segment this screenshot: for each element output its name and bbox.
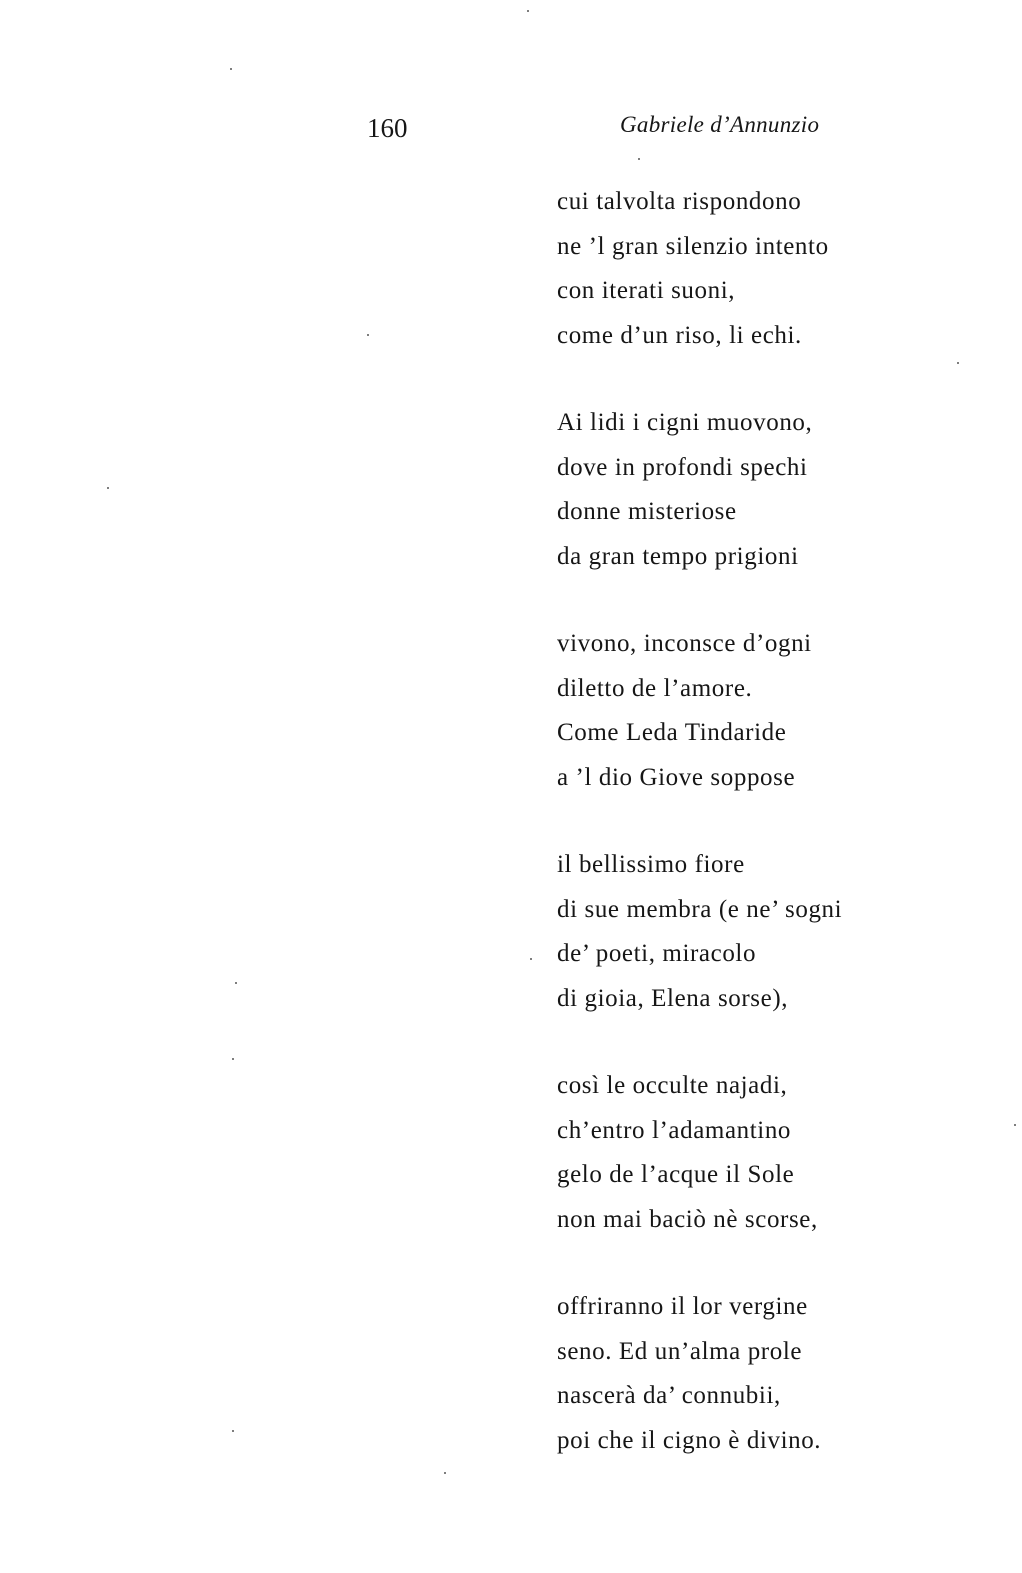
verse-line: offriranno il lor vergine <box>557 1293 808 1320</box>
verse-line: dove in profondi spechi <box>557 453 808 481</box>
stanza-break <box>557 579 842 622</box>
stanza-break <box>557 1021 842 1064</box>
verse-line: il bellissimo fiore <box>557 851 745 878</box>
stanza-break <box>557 358 842 401</box>
scan-speck <box>530 958 532 960</box>
stanza <box>557 180 842 358</box>
verse-line: non mai baciò nè scorse, <box>557 1205 818 1233</box>
scan-speck <box>235 982 237 984</box>
scan-speck <box>232 1430 234 1432</box>
verse-line: Come Leda Tindaride <box>557 719 787 746</box>
scan-speck <box>638 158 640 160</box>
scan-speck <box>527 10 529 12</box>
verse-line: cui talvolta rispondono <box>557 188 802 215</box>
scan-speck <box>230 68 232 70</box>
verse-line: seno. Ed un’alma prole <box>557 1337 803 1365</box>
verse-line: vivono, inconsce d’ogni <box>557 630 812 657</box>
scan-speck <box>107 487 109 489</box>
verse-line: con iterati suoni, <box>557 277 736 304</box>
scan-speck <box>957 362 959 364</box>
verse-line: ne ’l gran silenzio intento <box>557 232 829 260</box>
stanza-break <box>557 1242 842 1285</box>
verse-line: de’ poeti, miracolo <box>557 940 757 967</box>
verse-line: a ’l dio Giove soppose <box>557 763 796 791</box>
verse-line: Ai lidi i cigni muovono, <box>557 409 813 436</box>
scan-speck <box>1014 1124 1016 1126</box>
stanza <box>557 1064 842 1242</box>
verse-line: di sue membra (e ne’ sogni <box>557 895 843 923</box>
poem-body <box>557 180 842 1463</box>
verse-line: di gioia, Elena sorse), <box>557 984 789 1012</box>
scan-speck <box>232 1058 234 1060</box>
verse-line: diletto de l’amore. <box>557 674 753 702</box>
verse-line: donne misteriose <box>557 498 737 525</box>
stanza <box>557 622 842 800</box>
verse-line: gelo de l’acque il Sole <box>557 1161 795 1188</box>
stanza-break <box>557 800 842 843</box>
scan-speck <box>444 1472 446 1474</box>
verse-line: come d’un riso, li echi. <box>557 321 802 349</box>
verse-line: da gran tempo prigioni <box>557 542 799 570</box>
running-head: Gabriele d’Annunzio <box>620 112 820 137</box>
scan-speck <box>367 334 369 336</box>
verse-line: così le occulte najadi, <box>557 1072 788 1099</box>
page-number: 160 <box>367 113 408 143</box>
stanza <box>557 401 842 579</box>
verse-line: nascerà da’ connubii, <box>557 1382 781 1409</box>
verse-line: poi che il cigno è divino. <box>557 1426 822 1454</box>
stanza <box>557 1285 842 1463</box>
stanza <box>557 843 842 1021</box>
verse-line: ch’entro l’adamantino <box>557 1116 792 1144</box>
